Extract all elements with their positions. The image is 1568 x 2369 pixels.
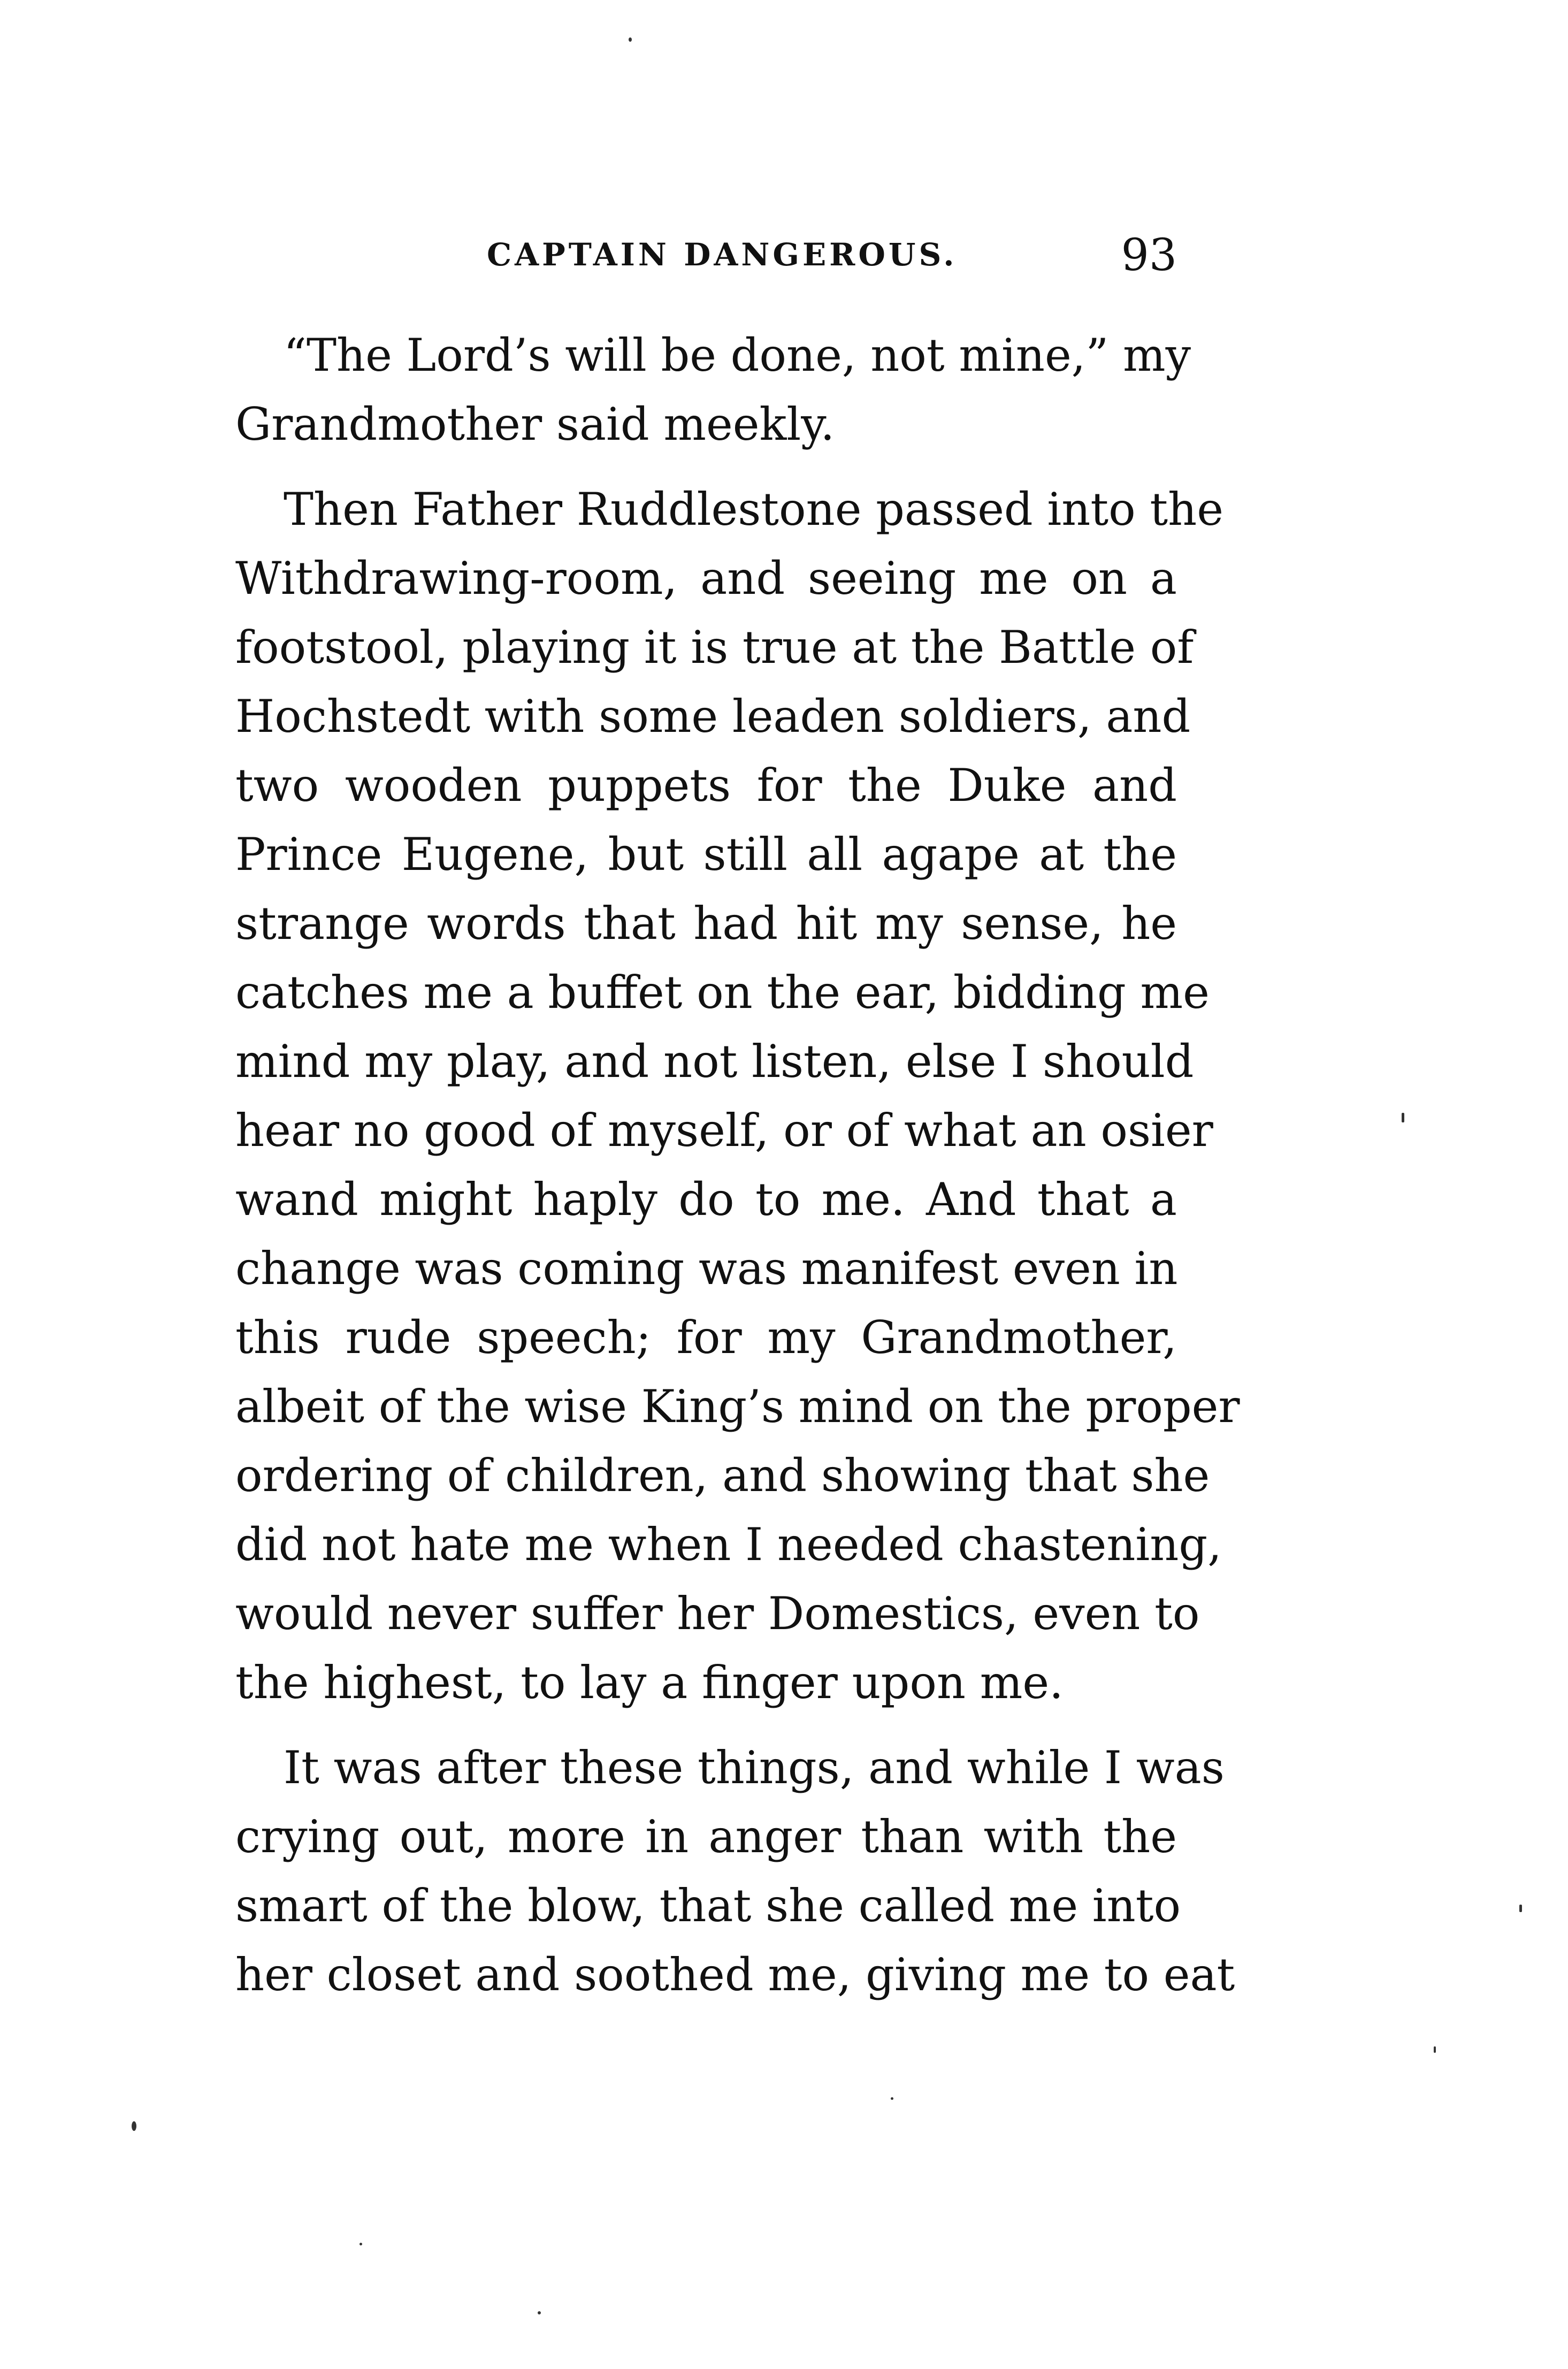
text-line: catches me a buffet on the ear, bidding me [235,966,1210,1019]
body-text [235,321,1240,2009]
text-line: mind my play, and not listen, else I should [235,1035,1194,1088]
text-line: would never suffer her Domestics, even to [235,1587,1200,1640]
text-line: the highest, to lay a finger upon me. [235,1656,1064,1709]
text-line: hear no good of myself, or of what an osier [235,1104,1213,1157]
page-number: 93 [1121,230,1177,281]
scan-speck [891,2097,893,2100]
text-line: Hochstedt with some leaden soldiers, and [235,690,1191,743]
scan-speck [1434,2046,1436,2053]
text-line: Withdrawing-room, and seeing me on a [235,552,1177,605]
text-line: Prince Eugene, but still all agape at the [235,828,1177,881]
text-line: strange words that had hit my sense, he [235,897,1177,950]
text-line: her closet and soothed me, giving me to eat [235,1948,1235,2001]
running-header [235,230,1177,285]
scan-speck [538,2311,541,2314]
scan-speck [1519,1905,1522,1912]
text-line: ordering of children, and showing that she [235,1449,1210,1502]
text-line: crying out, more in anger than with the [235,1810,1177,1863]
scan-speck [629,37,632,42]
text-line: this rude speech; for my Grandmother, [235,1311,1177,1364]
text-line: Then Father Ruddlestone passed into the [284,483,1223,536]
scan-speck [132,2121,136,2131]
text-line: smart of the blow, that she called me into [235,1879,1181,1932]
text-line: “The Lord’s will be done, not mine,” my [284,329,1191,381]
text-line: wand might haply do to me. And that a [235,1173,1177,1226]
scan-speck [360,2243,362,2245]
running-title: CAPTAIN DANGEROUS. [487,236,958,273]
paragraph-gap [235,1717,1177,1733]
text-line: albeit of the wise King’s mind on the proper [235,1380,1240,1433]
text-line: change was coming was manifest even in [235,1242,1178,1295]
text-line: two wooden puppets for the Duke and [235,759,1177,812]
text-line: did not hate me when I needed chastening, [235,1518,1222,1571]
text-line: footstool, playing it is true at the Battle of [235,621,1194,674]
scan-speck [1402,1113,1404,1122]
text-line: Grandmother said meekly. [235,398,835,450]
paragraph-gap [235,459,1177,475]
text-line: It was after these things, and while I was [284,1741,1225,1794]
